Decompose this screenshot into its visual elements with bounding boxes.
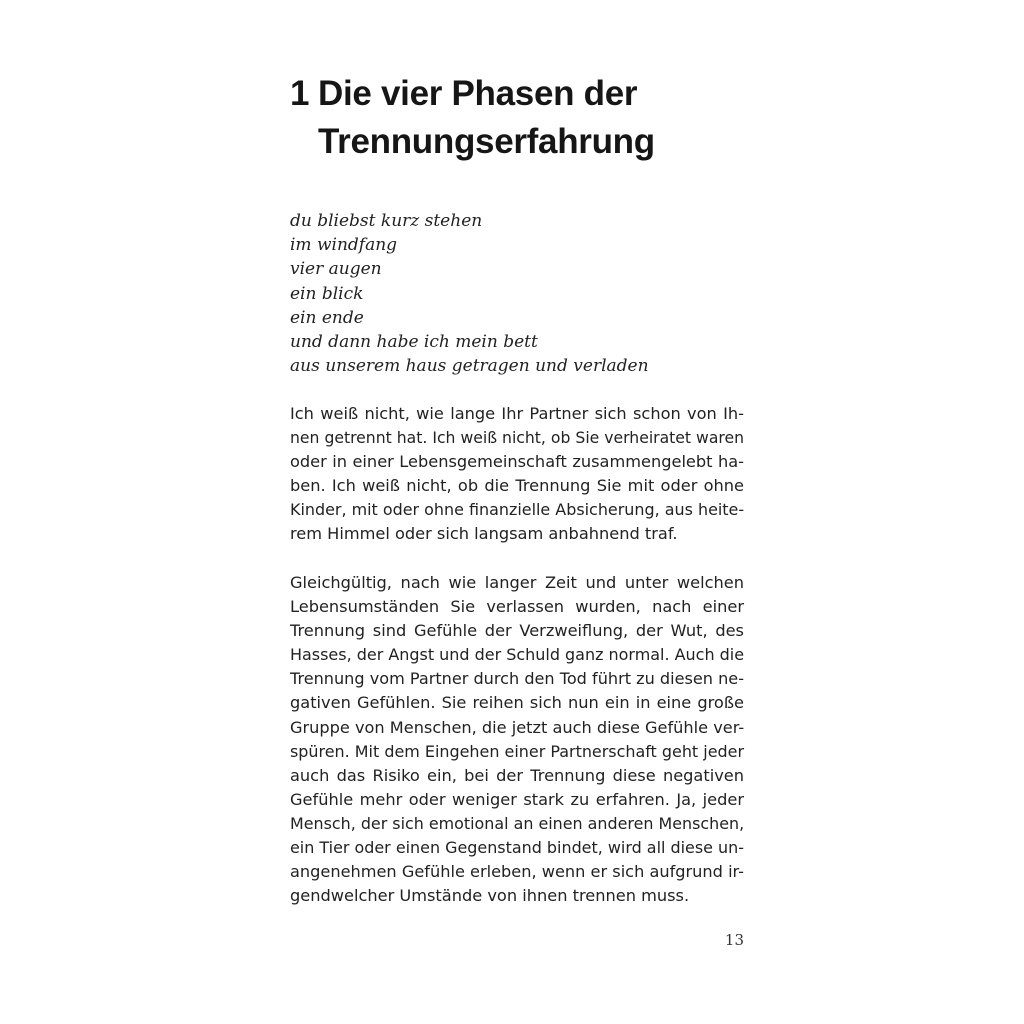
text-line: auch das Risiko ein, bei der Trennung diese negativen <box>290 765 744 785</box>
text-line: Gefühle mehr oder weniger stark zu erfahren. Ja, jeder <box>290 789 744 809</box>
text-line: Mensch, der sich emotional an einen anderen Menschen, <box>290 813 745 833</box>
text-line: Lebensumständen Sie verlassen wurden, nach einer <box>290 597 744 617</box>
text-line: ein Tier oder einen Gegenstand bindet, wird all diese un- <box>290 838 744 858</box>
poem-line: vier augen <box>290 259 382 280</box>
text-line: Hasses, der Angst und der Schuld ganz normal. Auch die <box>290 645 745 665</box>
chapter-heading <box>290 70 760 166</box>
text-line: Kinder, mit oder ohne finanzielle Absicherung, aus heite- <box>290 500 745 520</box>
poem-line: du bliebst kurz stehen <box>290 211 483 231</box>
text-line: Gleichgültig, nach wie langer Zeit und unter welchen <box>290 573 744 592</box>
page-number: 13 <box>724 931 744 949</box>
text-line: gendwelcher Umstände von ihnen trennen muss. <box>290 886 690 906</box>
body-paragraph-2 <box>290 571 744 908</box>
poem-line: aus unserem haus getragen und verladen <box>290 356 649 377</box>
text-line: Trennung sind Gefühle der Verzweiflung, der Wut, des <box>290 621 744 641</box>
text-line: nen getrennt hat. Ich weiß nicht, ob Sie verheiratet waren <box>290 428 744 448</box>
text-line: rem Himmel oder sich langsam anbahnend traf. <box>290 524 678 544</box>
text-line: Gruppe von Menschen, die jetzt auch diese Gefühle ver- <box>290 717 745 737</box>
poem-line: und dann habe ich mein bett <box>290 332 538 353</box>
text-line: oder in einer Lebensgemeinschaft zusammengelebt ha- <box>290 452 744 472</box>
poem-line: im windfang <box>290 235 398 256</box>
body-paragraph-1 <box>290 402 744 547</box>
text-line: Ich weiß nicht, wie lange Ihr Partner sich schon von Ih- <box>290 404 744 423</box>
chapter-title-line-2: Trennungserfahrung <box>318 122 655 161</box>
text-line: spüren. Mit dem Eingehen einer Partnerschaft geht jeder <box>290 741 744 761</box>
poem-line: ein ende <box>290 307 364 328</box>
poem <box>290 209 750 378</box>
text-line: gativen Gefühlen. Sie reihen sich nun ein in eine große <box>290 693 744 713</box>
text-line: Trennung vom Partner durch den Tod führt zu diesen ne- <box>290 669 744 689</box>
chapter-title-line-1: Die vier Phasen der <box>318 74 638 113</box>
text-line: angenehmen Gefühle erleben, wenn er sich aufgrund ir- <box>290 862 744 882</box>
text-line: ben. Ich weiß nicht, ob die Trennung Sie mit oder ohne <box>290 476 744 496</box>
chapter-number: 1 <box>290 74 310 113</box>
poem-line: ein blick <box>290 283 364 304</box>
